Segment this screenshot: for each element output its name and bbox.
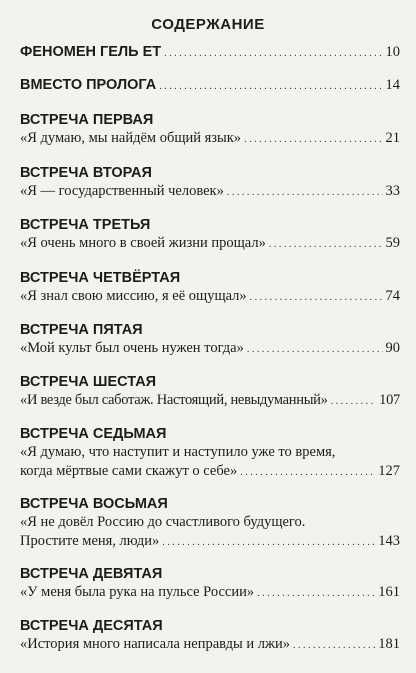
toc-entry [20, 425, 400, 482]
toc-page-number: 33 [385, 183, 400, 199]
toc-page-number: 181 [378, 636, 400, 652]
toc-entry [20, 565, 400, 603]
dot-leader [164, 43, 382, 63]
toc-subtitle: «У меня была рука на пульсе России» [20, 584, 255, 600]
toc-heading: ФЕНОМЕН ГЕЛЬ ЕТ [20, 44, 162, 60]
toc-heading: ВМЕСТО ПРОЛОГА [20, 77, 157, 93]
toc-entry [20, 111, 400, 149]
toc-subtitle: «Я очень много в своей жизни прощал» [20, 235, 266, 251]
dot-leader [247, 339, 383, 359]
toc-heading: ВСТРЕЧА ПЯТАЯ [20, 322, 143, 338]
toc-entry [20, 43, 400, 63]
toc-page-number: 107 [379, 392, 400, 408]
toc-subtitle: «Я — государственный человек» [20, 183, 224, 199]
toc-page-number: 21 [385, 130, 400, 146]
toc-page-number: 10 [385, 44, 400, 60]
toc-title: СОДЕРЖАНИЕ [151, 16, 265, 33]
toc-heading: ВСТРЕЧА ДЕСЯТАЯ [20, 618, 163, 634]
toc-subtitle: «Я думаю, мы найдём общий язык» [20, 130, 242, 146]
toc-subtitle: «Мой культ был очень нужен тогда» [20, 340, 244, 356]
toc-entry [20, 269, 400, 307]
toc-entry [20, 617, 400, 655]
toc-page-number: 90 [385, 340, 400, 356]
toc-heading: ВСТРЕЧА СЕДЬМАЯ [20, 426, 167, 442]
dot-leader [240, 462, 375, 482]
toc-entry [20, 321, 400, 359]
toc-heading: ВСТРЕЧА ШЕСТАЯ [20, 374, 157, 390]
toc-heading: ВСТРЕЧА ДЕВЯТАЯ [20, 566, 163, 582]
toc-subtitle: «Я знал свою миссию, я её ощущал» [20, 288, 247, 304]
toc-heading: ВСТРЕЧА ЧЕТВЁРТАЯ [20, 270, 181, 286]
toc-page-number: 161 [378, 584, 400, 600]
dot-leader [250, 287, 383, 307]
dot-leader [293, 635, 375, 655]
toc-subtitle: «Я думаю, что наступит и наступило уже то время, [20, 444, 336, 460]
dot-leader [257, 583, 375, 603]
toc-subtitle: «И везде был саботаж. Настоящий, невыдуманный» [20, 392, 328, 408]
toc-entry [20, 216, 400, 254]
toc-subtitle: Простите меня, люди» [20, 533, 160, 549]
toc-heading: ВСТРЕЧА ВОСЬМАЯ [20, 496, 168, 512]
toc-page-number: 14 [385, 77, 400, 93]
toc-entry [20, 164, 400, 202]
dot-leader [269, 234, 383, 254]
toc-heading: ВСТРЕЧА ВТОРАЯ [20, 165, 152, 181]
toc-heading: ВСТРЕЧА ПЕРВАЯ [20, 112, 154, 128]
dot-leader [244, 129, 382, 149]
toc-page-number: 143 [378, 533, 400, 549]
toc-subtitle: «Я не довёл Россию до счастливого будущего. [20, 514, 306, 530]
toc-subtitle: «История много написала неправды и лжи» [20, 636, 291, 652]
toc-entry [20, 76, 400, 96]
toc-page-number: 127 [378, 463, 400, 479]
toc-entry [20, 495, 400, 552]
dot-leader [227, 182, 383, 202]
toc-page-number: 74 [385, 288, 400, 304]
dot-leader [162, 532, 375, 552]
toc-page-number: 59 [385, 235, 400, 251]
dot-leader [159, 76, 382, 96]
dot-leader [331, 391, 377, 411]
toc-subtitle: когда мёртвые сами скажут о себе» [20, 463, 238, 479]
toc-heading: ВСТРЕЧА ТРЕТЬЯ [20, 217, 151, 233]
toc-entry [20, 373, 400, 411]
